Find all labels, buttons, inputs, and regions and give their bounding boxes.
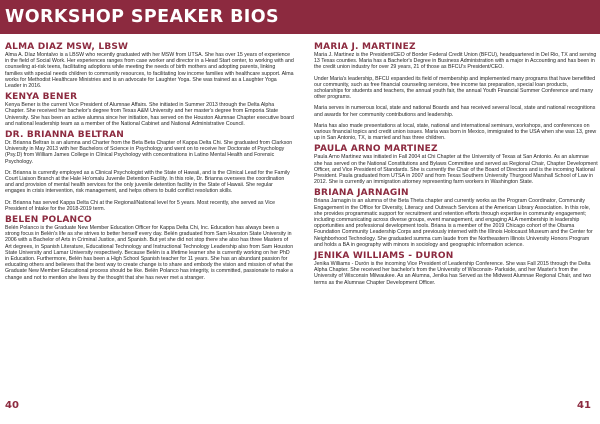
bio-maria-martinez bbox=[314, 42, 598, 141]
bio-paragraph: Paula Arno Martinez was initiated in Fall 2004 at Chi Chapter at the University of Texas at San Antonio. As an alumnae she has served on the National Constitutions and Bylaws Committee and served as Regional Chair, Chapter Development Officer, and Vice President of Standards. She is currently the Chair of the Board of Directors and is the incoming National President. Paula graduated from UTSA in 2007 and from Texas Southern University Thurgood Marshall School of Law in 2012. She is currently an immigration attorney representing farm workers in Washington State. bbox=[314, 154, 598, 186]
bio-paragraph: Maria serves in numerous local, state and national Boards and has received several local, state and national recognitions and awards for her community contributions and leadership. bbox=[314, 105, 596, 118]
left-column bbox=[5, 42, 294, 284]
speaker-name: MARIA J. MARTINEZ bbox=[314, 42, 416, 52]
bio-kenya-bener bbox=[5, 92, 294, 127]
speaker-name: PAULA ARNO MARTINEZ bbox=[314, 144, 438, 155]
speaker-name: ALMA DIAZ MSW, LBSW bbox=[5, 42, 129, 52]
speaker-name: BRIANA JARNAGIN bbox=[314, 188, 409, 199]
bio-paragraph: Jenika Williams - Durón is the incoming Vice President of Leadership Conference. She was Fall 2015 through the Delta Alpha Chapter. She received her bachelor's from the University of Wisconsin- Parkside, and her Master's from the University of Wisconsin Milwaukee. As an Alumna, Jenika has Served as the Midwest Alumnae Regional Chair, and two terms as the Alumnae Chapter Development Officer. bbox=[314, 261, 592, 286]
speaker-name: DR. BRIANNA BELTRAN bbox=[5, 130, 125, 141]
right-column bbox=[314, 42, 598, 289]
bio-paragraph: Maria has also made presentations at local, state, national and international seminars, workshops, and conferences on various financial topics and credit union issues. Maria was born in Mexico, immigrated to the USA when she was 13, grew up in San Antonio, TX, is married and has three children. bbox=[314, 122, 597, 142]
speaker-name: KENYA BENER bbox=[5, 92, 78, 103]
page-number-right: 41 bbox=[577, 400, 591, 411]
bio-paragraph: Dr. Brianna Beltran is an alumna and Charter from the Beta Beta Chapter of Kappa Delta Chi. She graduated from Clarkson University in May 2013 with her Bachelors of Science in Psychology and went on to receive her Doctorate of Psychology (Psy.D) from William James College in Clinical Psychology with concentrations in Latino Mental Health and Forensic Psychology. bbox=[5, 140, 293, 165]
bio-brianna-beltran bbox=[5, 130, 294, 212]
bio-paragraph: Under Maria's leadership, BFCU expanded its field of membership and implemented many programs that have benefitted our community, such as free financial counseling services, free income tax preparation, special loan products, scholarships for students and teachers, the annual youth fair, the annual Youth Financial Summer Conference and many other programs. bbox=[314, 75, 596, 101]
speaker-name: JENIKA WILLIAMS - DURON bbox=[314, 251, 454, 262]
bio-paragraph: Belén Polanco is the Graduate New Member Education Officer for Kappa Delta Chi, Inc. Education has always been a strong focus in Belén's life as she strives to better herself every day. Belén graduated from Sam Houston State University in 2006 with a Bachelor of Arts in Criminal Justice, and Spanish. But yet she did not stop there she also has three Masters of Art degrees, in Spanish Literature, Educational Technology and Instructional Technology Leadership also from Sam Houston State University and Lamar University respectively. Because Belén is a lifetime learner she is currently working on her PhD in Education. Furthermore, Belén has been a High School Spanish teacher for 11 years. She has an abundant passion for educating others and believes that the best way to create change is to share and embody the vision and mission of what the Graduate New Member Educational process should be like. Belén Polanco has integrity, is committed, passionate to make a change and not to mention she lives by the thought that she has never met a stranger. bbox=[5, 225, 294, 281]
bio-jenika-williams-duron bbox=[314, 251, 598, 286]
bio-paragraph: Kenya Bener is the current Vice President of Alumnae Affairs. She initiated in Summer 2013 through the Delta Alpha Chapter. She received her bachelor's degree from Texas A&M University and her master's degree from Emporia State University. She has been an active alumna since her initiation, has served on the Houston Alumnae Chapter executive board and national leadership team as a member of the National Cabinet and National Administrative Council. bbox=[5, 102, 294, 127]
bio-paragraph: Dr. Brianna is currently employed as a Clinical Psychologist with the State of Hawaii, and is the Clinical Lead for the Family Court Liaison Branch at the Hale Ho'omalu Juvenile Detention Facility. In this role, Dr. Brianna oversees the coordination and and provision of mental health services for the only juvenile detention facility in the State of Hawaii. She regular engages in crisis intervention, risk management, and helps others to build conflict resolution skills. bbox=[5, 169, 290, 195]
bio-belen-polanco bbox=[5, 215, 294, 281]
bio-paragraph: Briana Jarnagin is an alumna of the Beta Theta chapter and currently works as the Program Coordinator, Community Engagement in the Office for Diversity, Literacy and Outreach Services at the American Library Association. In this role, she provides programmatic support for recruitment and retention efforts through expertise in community engagement; including communicating across diverse groups, event management, and engaging ALA membership in leadership opportunities and professional development tools. Briana is a member of the 2019 Chicago cohort of the Obama Foundation Community Leadership Corps and previously interned with the Illinois Holocaust Museum and the Center for Neighborhood Technology. She graduated summa cum laude from the Northeastern Illinois University Honors Program and holds a BA in geography with minors in sociology and geographic information science. bbox=[314, 198, 593, 248]
header-band bbox=[0, 0, 600, 34]
bio-paragraph: Maria J. Martinez is the President/CEO of Border Federal Credit Union (BFCU), headquartered in Del Rio, TX and serving 13 Texas counties. Maria has a Bachelor's Degree in Business Administration with a major in Accounting and has been in the credit union industry for over 29 years, 21 of those as BFCU's President/CEO. bbox=[314, 52, 597, 71]
bio-alma-diaz bbox=[5, 42, 294, 89]
bio-paragraph: Alma A. Díaz Montalvo is a LBSW who recently graduated with her MSW from UTSA. She has over 15 years of experience in the field of Social Work. Her experiences ranges from case worker and director in a Head Start center, to working with and counseling at-risk teens, facilitating adoptions while meeting the needs of birth mothers and adopting parents, linking families with special needs children to community resources, to facilitating low income families with healthcare support. Alma works for Methodist Healthcare Ministries and is an advocate for Laughter Yoga. She was trained as a Laughter Yoga Leader in 2016. bbox=[5, 52, 294, 90]
bio-paula-arno-martinez bbox=[314, 144, 598, 185]
page-title: WORKSHOP SPEAKER BIOS bbox=[5, 7, 280, 27]
page-number-left: 40 bbox=[5, 400, 19, 411]
bio-paragraph: Dr. Brianna has served Kappa Delta Chi at the Regional/National level for 5 years. Most recently, she served as Vice President of Intake for the 2018-2019 term. bbox=[5, 199, 276, 212]
bio-briana-jarnagin bbox=[314, 188, 598, 248]
speaker-name: BELEN POLANCO bbox=[5, 215, 92, 226]
